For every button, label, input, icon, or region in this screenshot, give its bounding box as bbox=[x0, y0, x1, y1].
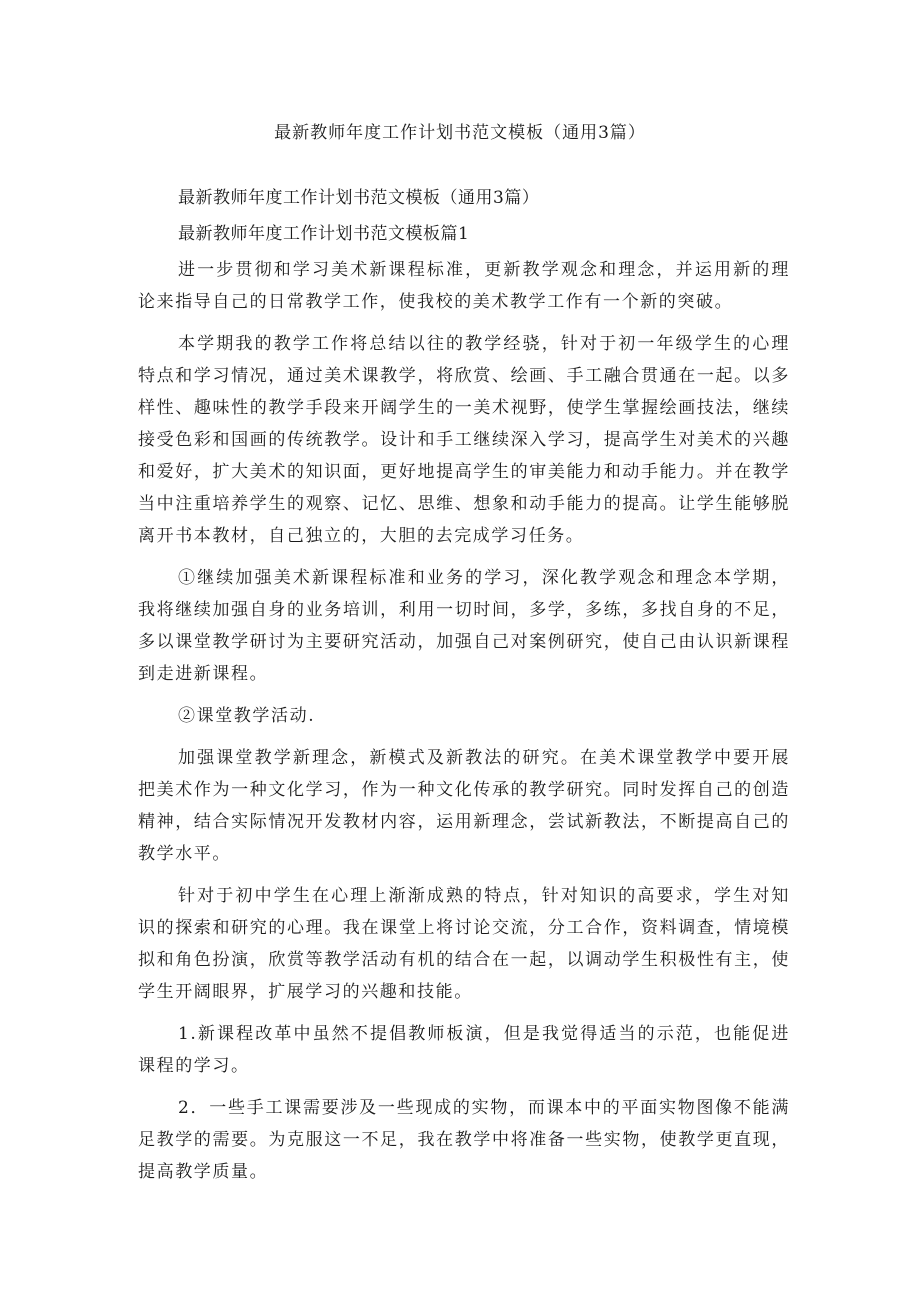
paragraph-5: 加强课堂教学新理念，新模式及新教法的研究。在美术课堂教学中要开展把美术作为一种文化学习，作为一种文化传承的教学研究。同时发挥自己的创造精神，结合实际情况开发教材内容，运用新理念，尝试新教法，不断提高自己的教学水平。 bbox=[138, 748, 790, 864]
paragraph-1: 进一步贯彻和学习美术新课程标准，更新教学观念和理念，并运用新的理论来指导自己的日常教学工作，使我校的美术教学工作有一个新的突破。 bbox=[138, 260, 790, 312]
paragraph-8: 2．一些手工课需要涉及一些现成的实物，而课本中的平面实物图像不能满足教学的需要。为克服这一不足，我在教学中将准备一些实物，使教学更直现，提高教学质量。 bbox=[138, 1098, 790, 1182]
paragraph-7: 1.新课程改革中虽然不提倡教师板演，但是我觉得适当的示范，也能促进课程的学习。 bbox=[138, 1024, 790, 1076]
paragraph-4: ②课堂教学活动. bbox=[178, 706, 316, 726]
paragraph-6: 针对于初中学生在心理上渐渐成熟的特点，针对知识的高要求，学生对知识的探索和研究的心理。我在课堂上将讨论交流，分工合作，资料调查，情境模拟和角色扮演，欣赏等教学活动有机的结合在一起，以调动学生积极性有主，使学生开阔眼界，扩展学习的兴趣和技能。 bbox=[138, 886, 790, 1002]
document-subtitle: 最新教师年度工作计划书范文模板（通用3篇） bbox=[178, 188, 540, 208]
document-body bbox=[138, 182, 790, 1188]
document-title: 最新教师年度工作计划书范文模板（通用3篇） bbox=[274, 123, 646, 143]
section-heading: 最新教师年度工作计划书范文模板篇1 bbox=[178, 224, 470, 244]
paragraph-2: 本学期我的教学工作将总结以往的教学经骁，针对于初一年级学生的心理特点和学习情况，通过美术课教学，将欣赏、绘画、手工融合贯通在一起。以多样性、趣味性的教学手段来开阔学生的一美术视野，使学生掌握绘画技法，继续接受色彩和国画的传统教学。设计和手工继续深入学习，提高学生对美术的兴趣和爱好，扩大美术的知识面，更好地提高学生的审美能力和动手能力。并在教学当中注重培养学生的观察、记忆、思维、想象和动手能力的提高。让学生能够脱离开书本教材，自己独立的，大胆的去完成学习任务。 bbox=[138, 334, 790, 546]
paragraph-3: ①继续加强美术新课程标准和业务的学习，深化教学观念和理念本学期，我将继续加强自身的业务培训，利用一切时间，多学，多练，多找自身的不足，多以课堂教学研讨为主要研究活动，加强自己对案例研究，使自己由认识新课程到走进新课程。 bbox=[138, 568, 790, 684]
